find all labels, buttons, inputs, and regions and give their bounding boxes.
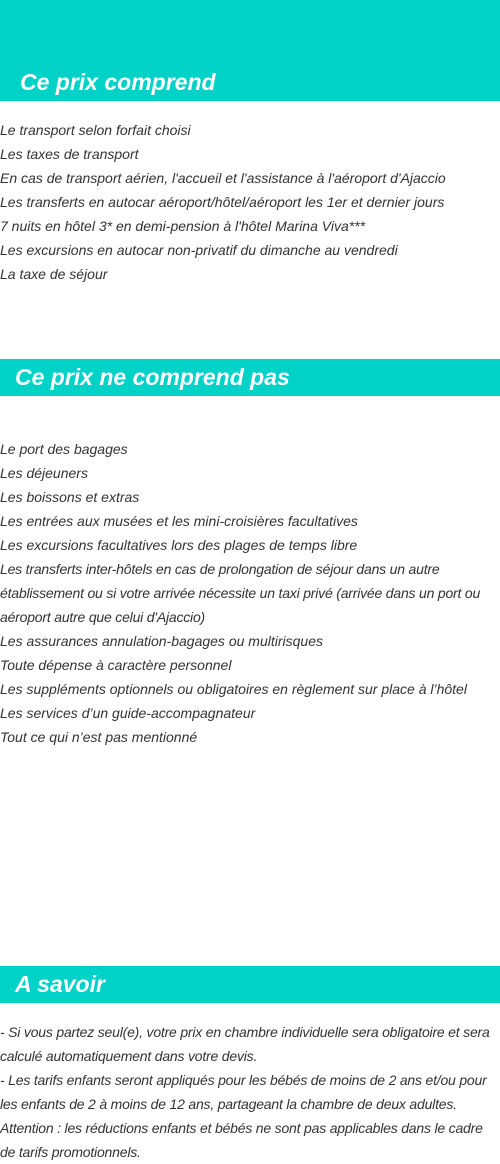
list-item: Les assurances annulation-bagages ou multirisques (0, 633, 323, 649)
list-item: Les services d’un guide-accompagnateur (0, 705, 256, 721)
note-item: - Si vous partez seul(e), votre prix en chambre individuelle sera obligatoire et sera calculé automatiquement dans votre devis. (0, 1024, 490, 1064)
excludes-list (0, 437, 500, 749)
list-item: Les déjeuners (0, 465, 88, 481)
list-item: Les boissons et extras (0, 489, 140, 505)
list-item: Les entrées aux musées et les mini-croisières facultatives (0, 513, 358, 529)
notes-title: A savoir (15, 971, 105, 997)
list-item: Les transferts en autocar aéroport/hôtel/aéroport les 1er et dernier jours (0, 194, 445, 210)
list-item: En cas de transport aérien, l'accueil et l'assistance à l'aéroport d'Ajaccio (0, 170, 446, 186)
list-item: Le transport selon forfait choisi (0, 122, 191, 138)
list-item: Les suppléments optionnels ou obligatoires en règlement sur place à l’hôtel (0, 681, 467, 697)
includes-list (0, 118, 500, 286)
note-item: - Les tarifs enfants seront appliqués pour les bébés de moins de 2 ans et/ou pour les enfants de 2 à moins de 12 ans, partageant la chambre de deux adultes. Attention : les réductions enfants et bébés ne sont pas applicables dans le cadre de tarifs promotionnels. (0, 1072, 487, 1160)
excludes-title: Ce prix ne comprend pas (15, 364, 290, 390)
list-item: Tout ce qui n’est pas mentionné (0, 729, 198, 745)
list-item: Les excursions facultatives lors des plages de temps libre (0, 537, 358, 553)
includes-title: Ce prix comprend (20, 69, 216, 95)
notes-list (0, 1020, 500, 1164)
list-item: Toute dépense à caractère personnel (0, 657, 232, 673)
list-item: La taxe de séjour (0, 266, 108, 282)
list-item: Les transferts inter-hôtels en cas de prolongation de séjour dans un autre établissement ou si votre arrivée nécessite un taxi privé (arrivée dans un port ou aéroport autre que celui d'Ajaccio) (0, 561, 481, 625)
list-item: Les taxes de transport (0, 146, 139, 162)
list-item: Le port des bagages (0, 441, 128, 457)
list-item: Les excursions en autocar non-privatif du dimanche au vendredi (0, 242, 398, 258)
list-item: 7 nuits en hôtel 3* en demi-pension à l'hôtel Marina Viva*** (0, 218, 366, 234)
